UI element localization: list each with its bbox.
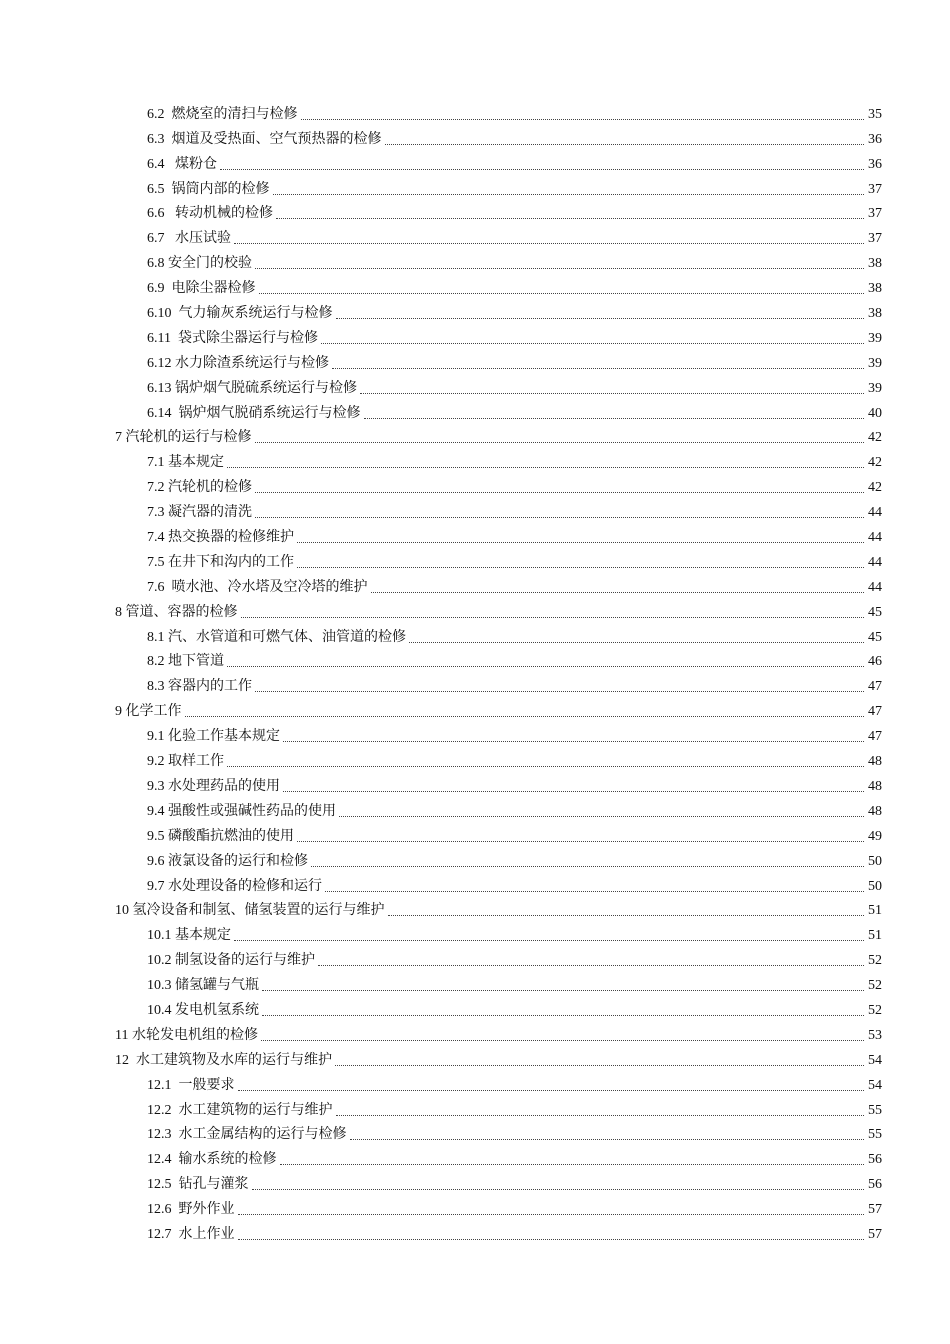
toc-dot-leader xyxy=(388,915,865,916)
toc-entry-page-number: 39 xyxy=(868,330,882,346)
toc-entry[interactable] xyxy=(147,671,882,696)
toc-entry-title: 6.10 气力输灰系统运行与检修 xyxy=(147,306,333,322)
toc-entry-page-number: 37 xyxy=(868,206,882,222)
toc-entry-title: 8.1 汽、水管道和可燃气体、油管道的检修 xyxy=(147,629,406,645)
toc-entry[interactable] xyxy=(147,99,882,124)
toc-entry-page-number: 47 xyxy=(868,704,882,720)
table-of-contents xyxy=(0,99,950,1244)
toc-entry-title: 10.1 基本规定 xyxy=(147,928,231,944)
toc-dot-leader xyxy=(335,1065,864,1066)
toc-dot-leader xyxy=(227,666,864,667)
toc-entry[interactable] xyxy=(147,1070,882,1095)
toc-entry-title: 6.3 烟道及受热面、空气预热器的检修 xyxy=(147,131,382,147)
toc-entry-title: 10.3 储氢罐与气瓶 xyxy=(147,978,259,994)
toc-entry-title: 6.7 水压试验 xyxy=(147,231,231,247)
toc-entry-page-number: 48 xyxy=(868,754,882,770)
toc-entry-page-number: 55 xyxy=(868,1102,882,1118)
toc-dot-leader xyxy=(360,393,864,394)
toc-entry-page-number: 39 xyxy=(868,380,882,396)
toc-entry-title: 6.2 燃烧室的清扫与检修 xyxy=(147,106,298,122)
toc-entry-title: 10.2 制氢设备的运行与维护 xyxy=(147,953,315,969)
toc-entry-page-number: 49 xyxy=(868,828,882,844)
toc-entry[interactable] xyxy=(147,348,882,373)
toc-entry-title: 7.3 凝汽器的清洗 xyxy=(147,505,252,521)
toc-dot-leader xyxy=(255,442,865,443)
toc-entry-title: 12 水工建筑物及水库的运行与维护 xyxy=(115,1052,332,1068)
toc-entry-title: 6.13 锅炉烟气脱硫系统运行与检修 xyxy=(147,380,357,396)
toc-entry-page-number: 38 xyxy=(868,306,882,322)
toc-entry-title: 12.3 水工金属结构的运行与检修 xyxy=(147,1127,347,1143)
toc-entry-title: 9 化学工作 xyxy=(115,704,182,720)
toc-entry[interactable] xyxy=(147,796,882,821)
toc-entry[interactable] xyxy=(147,746,882,771)
toc-entry-title: 6.5 锅筒内部的检修 xyxy=(147,181,270,197)
toc-entry-title: 7 汽轮机的运行与检修 xyxy=(115,430,252,446)
toc-entry-title: 7.6 喷水池、冷水塔及空冷塔的维护 xyxy=(147,579,368,595)
toc-entry-page-number: 37 xyxy=(868,231,882,247)
toc-entry[interactable] xyxy=(147,572,882,597)
toc-entry-page-number: 52 xyxy=(868,978,882,994)
toc-entry[interactable] xyxy=(147,447,882,472)
toc-entry[interactable] xyxy=(147,149,882,174)
toc-entry-title: 12.6 野外作业 xyxy=(147,1202,235,1218)
toc-entry-page-number: 38 xyxy=(868,256,882,272)
toc-entry-title: 9.1 化验工作基本规定 xyxy=(147,729,280,745)
toc-dot-leader xyxy=(318,965,864,966)
toc-entry-page-number: 50 xyxy=(868,853,882,869)
toc-entry[interactable] xyxy=(147,1219,882,1244)
toc-entry[interactable] xyxy=(115,896,882,921)
toc-entry-page-number: 42 xyxy=(868,430,882,446)
toc-entry[interactable] xyxy=(147,721,882,746)
toc-entry[interactable] xyxy=(147,945,882,970)
toc-entry-title: 6.12 水力除渣系统运行与检修 xyxy=(147,355,329,371)
toc-entry-page-number: 39 xyxy=(868,355,882,371)
toc-dot-leader xyxy=(283,791,864,792)
toc-dot-leader xyxy=(273,194,865,195)
toc-dot-leader xyxy=(262,990,864,991)
toc-entry-title: 12.7 水上作业 xyxy=(147,1226,235,1242)
toc-entry-title: 6.8 安全门的校验 xyxy=(147,256,252,272)
toc-dot-leader xyxy=(255,268,864,269)
toc-entry[interactable] xyxy=(147,995,882,1020)
toc-entry-title: 7.5 在井下和沟内的工作 xyxy=(147,554,294,570)
toc-entry-page-number: 42 xyxy=(868,480,882,496)
toc-entry[interactable] xyxy=(115,597,882,622)
toc-entry-title: 10.4 发电机氢系统 xyxy=(147,1002,259,1018)
toc-entry-page-number: 57 xyxy=(868,1226,882,1242)
toc-entry[interactable] xyxy=(147,970,882,995)
toc-entry[interactable] xyxy=(147,323,882,348)
toc-entry-page-number: 54 xyxy=(868,1052,882,1068)
toc-entry-page-number: 50 xyxy=(868,878,882,894)
toc-entry[interactable] xyxy=(147,771,882,796)
toc-entry-title: 8.2 地下管道 xyxy=(147,654,224,670)
toc-entry[interactable] xyxy=(115,696,882,721)
toc-dot-leader xyxy=(336,318,865,319)
toc-dot-leader xyxy=(311,866,864,867)
toc-dot-leader xyxy=(234,940,864,941)
toc-dot-leader xyxy=(238,1239,865,1240)
toc-dot-leader xyxy=(261,1040,864,1041)
toc-entry-page-number: 48 xyxy=(868,778,882,794)
toc-entry-title: 6.6 转动机械的检修 xyxy=(147,206,273,222)
toc-entry-title: 6.4 煤粉仓 xyxy=(147,156,217,172)
toc-entry[interactable] xyxy=(147,920,882,945)
toc-entry-title: 9.5 磷酸酯抗燃油的使用 xyxy=(147,828,294,844)
toc-entry[interactable] xyxy=(147,1095,882,1120)
toc-entry-title: 11 水轮发电机组的检修 xyxy=(115,1027,258,1043)
toc-dot-leader xyxy=(262,1015,864,1016)
toc-entry-page-number: 44 xyxy=(868,505,882,521)
toc-entry-page-number: 37 xyxy=(868,181,882,197)
toc-entry[interactable] xyxy=(147,1194,882,1219)
toc-entry-title: 12.4 输水系统的检修 xyxy=(147,1152,277,1168)
toc-dot-leader xyxy=(297,542,864,543)
toc-entry-page-number: 53 xyxy=(868,1027,882,1043)
toc-entry-title: 9.7 水处理设备的检修和运行 xyxy=(147,878,322,894)
toc-entry-page-number: 45 xyxy=(868,629,882,645)
toc-dot-leader xyxy=(227,467,864,468)
toc-entry[interactable] xyxy=(147,871,882,896)
toc-entry-title: 8 管道、容器的检修 xyxy=(115,604,238,620)
toc-dot-leader xyxy=(241,617,865,618)
toc-entry-title: 9.6 液氯设备的运行和检修 xyxy=(147,853,308,869)
toc-dot-leader xyxy=(321,343,864,344)
toc-entry[interactable] xyxy=(147,248,882,273)
toc-dot-leader xyxy=(238,1090,865,1091)
toc-entry[interactable] xyxy=(147,223,882,248)
toc-entry-page-number: 44 xyxy=(868,579,882,595)
toc-entry-title: 6.14 锅炉烟气脱硝系统运行与检修 xyxy=(147,405,361,421)
toc-dot-leader xyxy=(234,243,864,244)
toc-dot-leader xyxy=(409,642,864,643)
toc-entry-page-number: 42 xyxy=(868,455,882,471)
toc-entry-page-number: 47 xyxy=(868,729,882,745)
toc-entry-page-number: 55 xyxy=(868,1127,882,1143)
toc-entry-title: 8.3 容器内的工作 xyxy=(147,679,252,695)
toc-entry[interactable] xyxy=(147,472,882,497)
toc-entry-page-number: 35 xyxy=(868,106,882,122)
toc-entry[interactable] xyxy=(115,423,882,448)
toc-entry-title: 10 氢冷设备和制氢、储氢装置的运行与维护 xyxy=(115,903,385,919)
toc-entry[interactable] xyxy=(147,497,882,522)
toc-dot-leader xyxy=(297,841,864,842)
toc-entry[interactable] xyxy=(147,273,882,298)
toc-dot-leader xyxy=(255,517,864,518)
toc-entry-page-number: 48 xyxy=(868,803,882,819)
toc-dot-leader xyxy=(385,144,865,145)
toc-entry[interactable] xyxy=(147,522,882,547)
toc-entry-page-number: 46 xyxy=(868,654,882,670)
toc-entry-page-number: 36 xyxy=(868,156,882,172)
toc-dot-leader xyxy=(227,766,864,767)
toc-entry-title: 9.2 取样工作 xyxy=(147,754,224,770)
toc-entry[interactable] xyxy=(147,846,882,871)
toc-entry-title: 12.2 水工建筑物的运行与维护 xyxy=(147,1102,333,1118)
toc-entry[interactable] xyxy=(147,373,882,398)
toc-entry-page-number: 44 xyxy=(868,554,882,570)
toc-entry-title: 12.5 钻孔与灌浆 xyxy=(147,1177,249,1193)
toc-entry-page-number: 44 xyxy=(868,530,882,546)
toc-entry[interactable] xyxy=(115,1045,882,1070)
toc-entry-page-number: 56 xyxy=(868,1177,882,1193)
toc-dot-leader xyxy=(332,368,864,369)
toc-entry[interactable] xyxy=(147,1169,882,1194)
toc-dot-leader xyxy=(280,1164,865,1165)
toc-entry-page-number: 51 xyxy=(868,903,882,919)
toc-dot-leader xyxy=(276,218,864,219)
toc-entry-page-number: 52 xyxy=(868,953,882,969)
toc-entry-title: 7.4 热交换器的检修维护 xyxy=(147,530,294,546)
toc-entry-page-number: 38 xyxy=(868,281,882,297)
toc-entry[interactable] xyxy=(147,174,882,199)
toc-dot-leader xyxy=(339,816,864,817)
toc-entry-page-number: 56 xyxy=(868,1152,882,1168)
toc-entry-page-number: 57 xyxy=(868,1202,882,1218)
toc-entry-page-number: 47 xyxy=(868,679,882,695)
toc-entry[interactable] xyxy=(147,1144,882,1169)
toc-dot-leader xyxy=(325,891,864,892)
toc-dot-leader xyxy=(259,293,865,294)
toc-entry-title: 7.1 基本规定 xyxy=(147,455,224,471)
toc-dot-leader xyxy=(252,1189,865,1190)
toc-entry-title: 6.9 电除尘器检修 xyxy=(147,281,256,297)
toc-entry-title: 7.2 汽轮机的检修 xyxy=(147,480,252,496)
toc-entry[interactable] xyxy=(147,622,882,647)
toc-dot-leader xyxy=(283,741,864,742)
toc-entry-title: 9.3 水处理药品的使用 xyxy=(147,778,280,794)
toc-entry-page-number: 54 xyxy=(868,1077,882,1093)
toc-entry[interactable] xyxy=(147,398,882,423)
toc-entry[interactable] xyxy=(147,298,882,323)
toc-entry[interactable] xyxy=(147,821,882,846)
toc-entry[interactable] xyxy=(147,124,882,149)
toc-entry-page-number: 45 xyxy=(868,604,882,620)
toc-entry[interactable] xyxy=(147,647,882,672)
toc-dot-leader xyxy=(301,119,865,120)
toc-entry-page-number: 51 xyxy=(868,928,882,944)
toc-entry[interactable] xyxy=(115,1020,882,1045)
toc-dot-leader xyxy=(220,169,864,170)
toc-entry-title: 12.1 一般要求 xyxy=(147,1077,235,1093)
toc-dot-leader xyxy=(255,492,864,493)
toc-entry-title: 6.11 袋式除尘器运行与检修 xyxy=(147,330,318,346)
toc-dot-leader xyxy=(336,1115,865,1116)
toc-entry-page-number: 36 xyxy=(868,131,882,147)
toc-dot-leader xyxy=(297,567,864,568)
toc-entry-page-number: 40 xyxy=(868,405,882,421)
toc-dot-leader xyxy=(255,691,864,692)
toc-entry[interactable] xyxy=(147,1120,882,1145)
toc-dot-leader xyxy=(185,716,865,717)
toc-dot-leader xyxy=(364,418,865,419)
toc-dot-leader xyxy=(238,1214,865,1215)
toc-dot-leader xyxy=(371,592,865,593)
toc-dot-leader xyxy=(350,1139,865,1140)
toc-entry-title: 9.4 强酸性或强碱性药品的使用 xyxy=(147,803,336,819)
toc-entry[interactable] xyxy=(147,547,882,572)
toc-entry[interactable] xyxy=(147,199,882,224)
toc-entry-page-number: 52 xyxy=(868,1002,882,1018)
